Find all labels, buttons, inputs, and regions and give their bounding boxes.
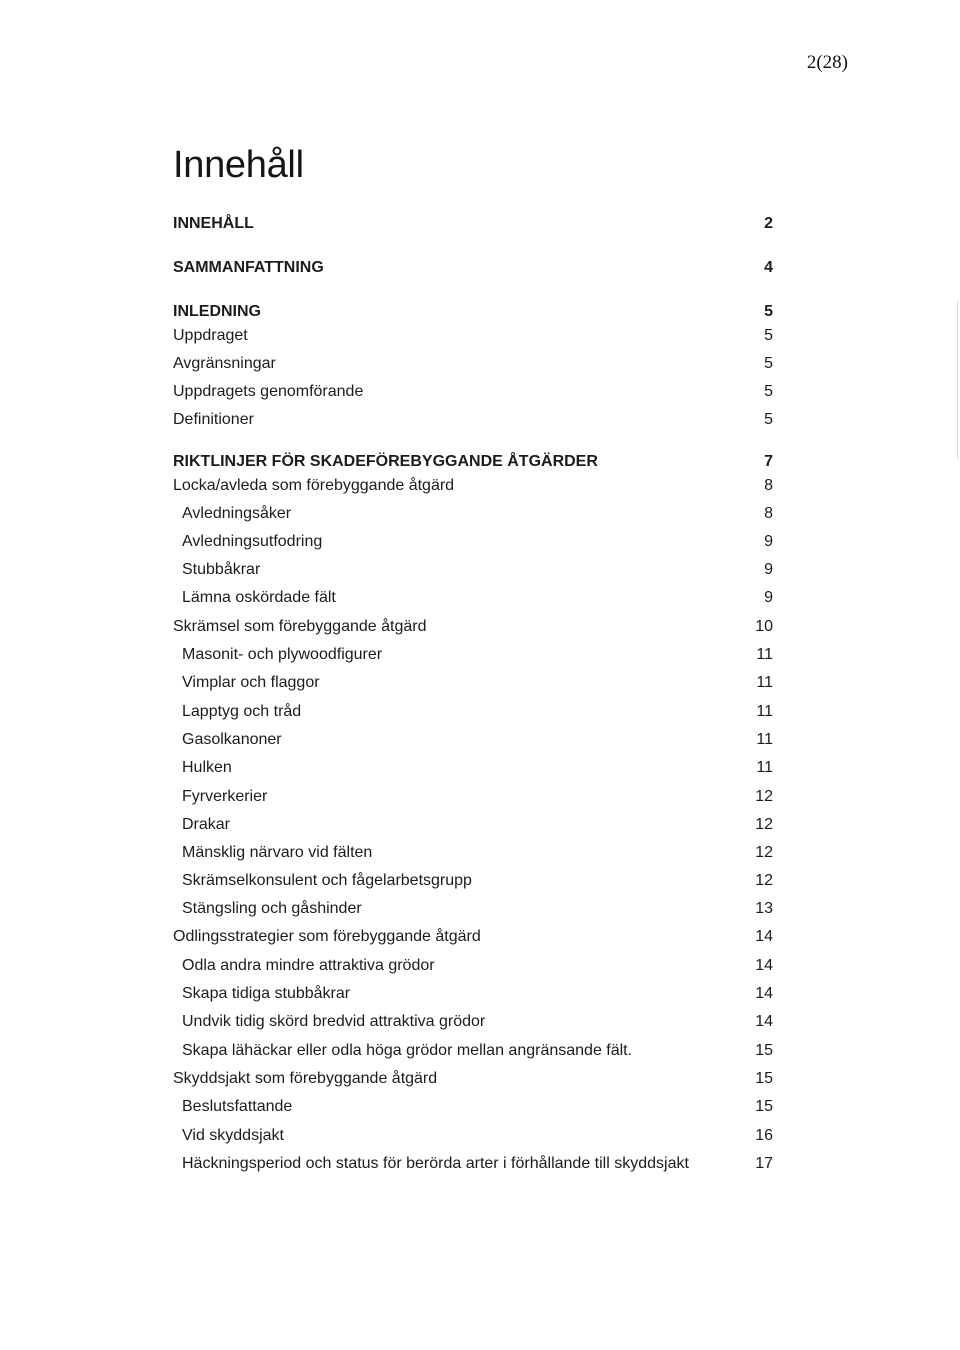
toc-entry-undvik-tidig-skord[interactable] (182, 1011, 773, 1033)
toc-entry-label: Skrämsel som förebyggande åtgärd (173, 618, 427, 635)
toc-entry-vid-skyddsjakt[interactable] (182, 1125, 773, 1147)
toc-entry-uppdragets-genomforande[interactable] (173, 381, 773, 403)
toc-entry-label: Beslutsfattande (182, 1098, 293, 1115)
toc-entry-label: Uppdraget (173, 327, 248, 344)
toc-entry-uppdraget[interactable] (173, 325, 773, 347)
page-title: Innehåll (173, 144, 304, 186)
toc-entry-label: Skapa tidiga stubbåkrar (182, 985, 351, 1002)
toc-entry-skramsel[interactable] (173, 616, 773, 638)
toc-entry-page: 14 (755, 957, 773, 974)
toc-entry-page: 2 (764, 215, 773, 232)
toc-entry-page: 5 (764, 303, 773, 320)
toc-entry-page: 9 (764, 589, 773, 606)
toc-entry-page: 11 (756, 674, 773, 691)
toc-entry-avledningsaker[interactable] (182, 503, 773, 525)
toc-entry-label: Avgränsningar (173, 355, 276, 372)
toc-entry-label: Hulken (182, 759, 232, 776)
toc-entry-definitioner[interactable] (173, 409, 773, 431)
toc-entry-page: 12 (755, 788, 773, 805)
toc-entry-hulken[interactable] (182, 757, 773, 779)
toc-entry-odla-andra-grodor[interactable] (182, 955, 773, 977)
toc-entry-page: 7 (764, 453, 773, 470)
toc-entry-lapptyg-trad[interactable] (182, 701, 773, 723)
toc-entry-label: SAMMANFATTNING (173, 259, 324, 276)
toc-entry-page: 9 (764, 561, 773, 578)
toc-entry-page: 12 (755, 816, 773, 833)
toc-entry-label: Stubbåkrar (182, 561, 261, 578)
toc-entry-sammanfattning[interactable] (173, 257, 773, 279)
toc-entry-label: Odlingsstrategier som förebyggande åtgärd (173, 928, 481, 945)
toc-entry-page: 11 (756, 731, 773, 748)
toc-entry-page: 14 (755, 1013, 773, 1030)
toc-entry-page: 9 (764, 533, 773, 550)
toc-entry-label: Skyddsjakt som förebyggande åtgärd (173, 1070, 438, 1087)
toc-entry-label: Undvik tidig skörd bredvid attraktiva grödor (182, 1013, 486, 1030)
toc-entry-label: Masonit- och plywoodfigurer (182, 646, 383, 663)
toc-entry-page: 14 (755, 928, 773, 945)
toc-entry-page: 16 (755, 1127, 773, 1144)
toc-entry-inledning[interactable] (173, 301, 773, 323)
toc-entry-page: 11 (756, 759, 773, 776)
toc-entry-lamna-oskordade-falt[interactable] (182, 587, 773, 609)
toc-entry-page: 5 (764, 327, 773, 344)
toc-entry-innehall[interactable] (173, 213, 773, 235)
toc-entry-page: 8 (764, 505, 773, 522)
toc-entry-label: Skrämselkonsulent och fågelarbetsgrupp (182, 872, 472, 889)
toc-entry-stubbakrar[interactable] (182, 559, 773, 581)
toc-entry-page: 4 (764, 259, 773, 276)
toc-entry-page: 8 (764, 477, 773, 494)
toc-entry-mansklig-narvaro[interactable] (182, 842, 773, 864)
toc-entry-label: Avledningsåker (182, 505, 292, 522)
toc-entry-page: 15 (755, 1070, 773, 1087)
toc-entry-skapa-tidiga-stubbakrar[interactable] (182, 983, 773, 1005)
toc-entry-page: 5 (764, 383, 773, 400)
toc-entry-odlingsstrategier[interactable] (173, 926, 773, 948)
toc-entry-page: 12 (755, 872, 773, 889)
toc-entry-page: 13 (755, 900, 773, 917)
toc-entry-label: Lämna oskördade fält (182, 589, 336, 606)
toc-entry-page: 12 (755, 844, 773, 861)
page-number: 2(28) (806, 52, 848, 73)
scan-edge-line (957, 300, 958, 460)
toc-entry-page: 5 (764, 411, 773, 428)
toc-entry-fyrverkerier[interactable] (182, 786, 773, 808)
toc-entry-masonit-plywoodfigurer[interactable] (182, 644, 773, 666)
toc-entry-drakar[interactable] (182, 814, 773, 836)
toc-entry-page: 10 (755, 618, 773, 635)
toc-entry-label: Odla andra mindre attraktiva grödor (182, 957, 435, 974)
toc-entry-label: Avledningsutfodring (182, 533, 323, 550)
toc-entry-hackningsperiod[interactable] (182, 1153, 773, 1175)
toc-entry-page: 11 (756, 646, 773, 663)
toc-entry-label: INLEDNING (173, 303, 261, 320)
toc-entry-label: INNEHÅLL (173, 215, 254, 232)
toc-entry-label: Uppdragets genomförande (173, 383, 364, 400)
toc-entry-page: 11 (756, 703, 773, 720)
toc-entry-avgransningar[interactable] (173, 353, 773, 375)
toc-entry-locka-avleda[interactable] (173, 475, 773, 497)
toc-entry-label: Definitioner (173, 411, 254, 428)
toc-entry-skramselkonsulent[interactable] (182, 870, 773, 892)
toc-entry-page: 15 (755, 1042, 773, 1059)
toc-entry-beslutsfattande[interactable] (182, 1096, 773, 1118)
toc-entry-label: Fyrverkerier (182, 788, 268, 805)
toc-entry-page: 14 (755, 985, 773, 1002)
toc-entry-gasolkanoner[interactable] (182, 729, 773, 751)
toc-entry-avledningsutfodring[interactable] (182, 531, 773, 553)
toc-entry-riktlinjer[interactable] (173, 451, 773, 473)
toc-entry-label: Lapptyg och tråd (182, 703, 302, 720)
toc-entry-label: Skapa lähäckar eller odla höga grödor mellan angränsande fält. (182, 1042, 633, 1059)
toc-entry-page: 15 (755, 1098, 773, 1115)
toc-entry-label: RIKTLINJER FÖR SKADEFÖREBYGGANDE ÅTGÄRDER (173, 453, 598, 470)
toc-entry-label: Häckningsperiod och status för berörda arter i förhållande till skyddsjakt (182, 1155, 689, 1172)
toc-entry-label: Stängsling och gåshinder (182, 900, 362, 917)
toc-entry-vimplar-flaggor[interactable] (182, 672, 773, 694)
toc-entry-skyddsjakt[interactable] (173, 1068, 773, 1090)
toc-entry-label: Vid skyddsjakt (182, 1127, 284, 1144)
toc-entry-page: 17 (755, 1155, 773, 1172)
toc-entry-label: Drakar (182, 816, 231, 833)
toc-entry-label: Vimplar och flaggor (182, 674, 320, 691)
toc-entry-label: Mänsklig närvaro vid fälten (182, 844, 373, 861)
toc-entry-page: 5 (764, 355, 773, 372)
toc-entry-stangsling-gashinder[interactable] (182, 898, 773, 920)
toc-entry-skapa-lahackar[interactable] (182, 1040, 773, 1062)
toc-entry-label: Locka/avleda som förebyggande åtgärd (173, 477, 455, 494)
toc-entry-label: Gasolkanoner (182, 731, 282, 748)
